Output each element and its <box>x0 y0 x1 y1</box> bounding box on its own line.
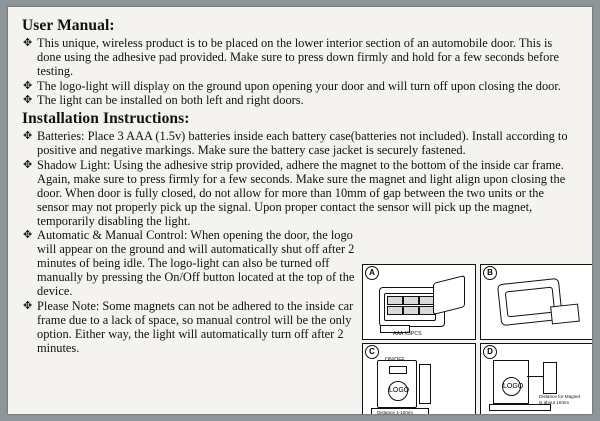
list-item <box>22 129 578 157</box>
battery-cell <box>403 306 419 315</box>
bullet-icon: ✥ <box>23 79 33 92</box>
list-item-text: The light can be installed on both left and right doors. <box>37 93 304 107</box>
figure-a-label-battery-type: AAA X3PCS <box>393 331 422 337</box>
magnet-unit <box>543 362 557 394</box>
logo-lens: LOGO <box>502 377 521 396</box>
light-unit-body <box>377 360 417 408</box>
list-item <box>22 36 578 78</box>
battery-cell <box>387 306 403 315</box>
logo-lens: LOGO <box>388 381 408 401</box>
list-item-text: Batteries: Place 3 AAA (1.5v) batteries inside each battery case(batteries not included). Install according to positive and negative markings. Make sure the battery case jacket is securely fastened. <box>37 129 568 157</box>
battery-case-cap <box>550 304 580 325</box>
list-item-text: This unique, wireless product is to be placed on the lower interior section of an automobile door. This is done using the adhesive pad provided. Make sure to press down firmly and hold for a few seconds before testing. <box>37 36 559 78</box>
section-title-installation: Installation Instructions: <box>22 110 190 127</box>
bullet-icon: ✥ <box>23 94 33 106</box>
list-item <box>22 79 578 93</box>
figure-c-label-distance: Distance 1-10mm <box>377 410 413 414</box>
bullet-icon: ✥ <box>23 130 33 142</box>
list-item-text: Automatic & Manual Control: When opening the door, the logo will appear on the ground and will automatically shut off after 2 minutes of being idle. The logo-light can also be turned off manually by pressing the On/Off button located at the top of the device. <box>37 228 355 298</box>
adhesive-strip <box>419 364 431 404</box>
battery-cell <box>387 296 403 305</box>
list-item <box>22 299 367 355</box>
manual-page <box>8 7 592 414</box>
distance-arrow-icon <box>527 376 543 377</box>
user-manual-list <box>22 36 578 107</box>
bullet-icon: ✥ <box>23 37 33 49</box>
figure-panel <box>362 264 592 414</box>
figure-a-battery-case <box>362 264 476 340</box>
figure-label-b: B <box>483 266 497 280</box>
figure-b-battery-case-closed <box>480 264 592 340</box>
battery-compartment <box>384 293 436 321</box>
onoff-button <box>389 366 407 374</box>
bullet-icon: ✥ <box>23 299 33 312</box>
list-item <box>22 228 367 298</box>
manual-content <box>22 17 581 414</box>
list-item <box>22 158 578 228</box>
list-item-text: The logo-light will display on the ground upon opening your door and will turn off upon closing the door. <box>37 78 561 93</box>
figure-d-label-distance-value: is about 10mm <box>539 400 570 405</box>
figure-label-c: C <box>365 345 379 359</box>
list-item-text: Shadow Light: Using the adhesive strip provided, adhere the magnet to the bottom of the inside car frame. Again, make sure to press firmly for a few seconds. Make sure the magnet and light align upon closing the door. When door is fully closed, do not allow for more than 10mm of gap between the two units or the sensor may not properly pick up the signal. Upon proper contact the sensor will pick up the magnet, temporarily disabling the light. <box>37 157 566 228</box>
page-title: User Manual: <box>22 17 115 34</box>
battery-cell <box>403 296 419 305</box>
bullet-icon: ✥ <box>23 158 33 171</box>
battery-case-jacket <box>433 275 465 315</box>
bullet-icon: ✥ <box>23 229 33 241</box>
figure-c-light-unit <box>362 343 476 414</box>
figure-d-magnet-alignment <box>480 343 592 414</box>
figure-label-a: A <box>365 266 379 280</box>
list-item-text: Please Note: Some magnets can not be adhered to the inside car frame due to a lack of space, so manual control will be the only option. Either way, the light will automatically turn off after 2 minutes. <box>37 298 354 355</box>
figure-d-label-distance: Distance for Magnet <box>539 394 581 399</box>
figure-label-d: D <box>483 345 497 359</box>
list-item <box>22 93 578 107</box>
light-unit-body <box>493 360 529 404</box>
